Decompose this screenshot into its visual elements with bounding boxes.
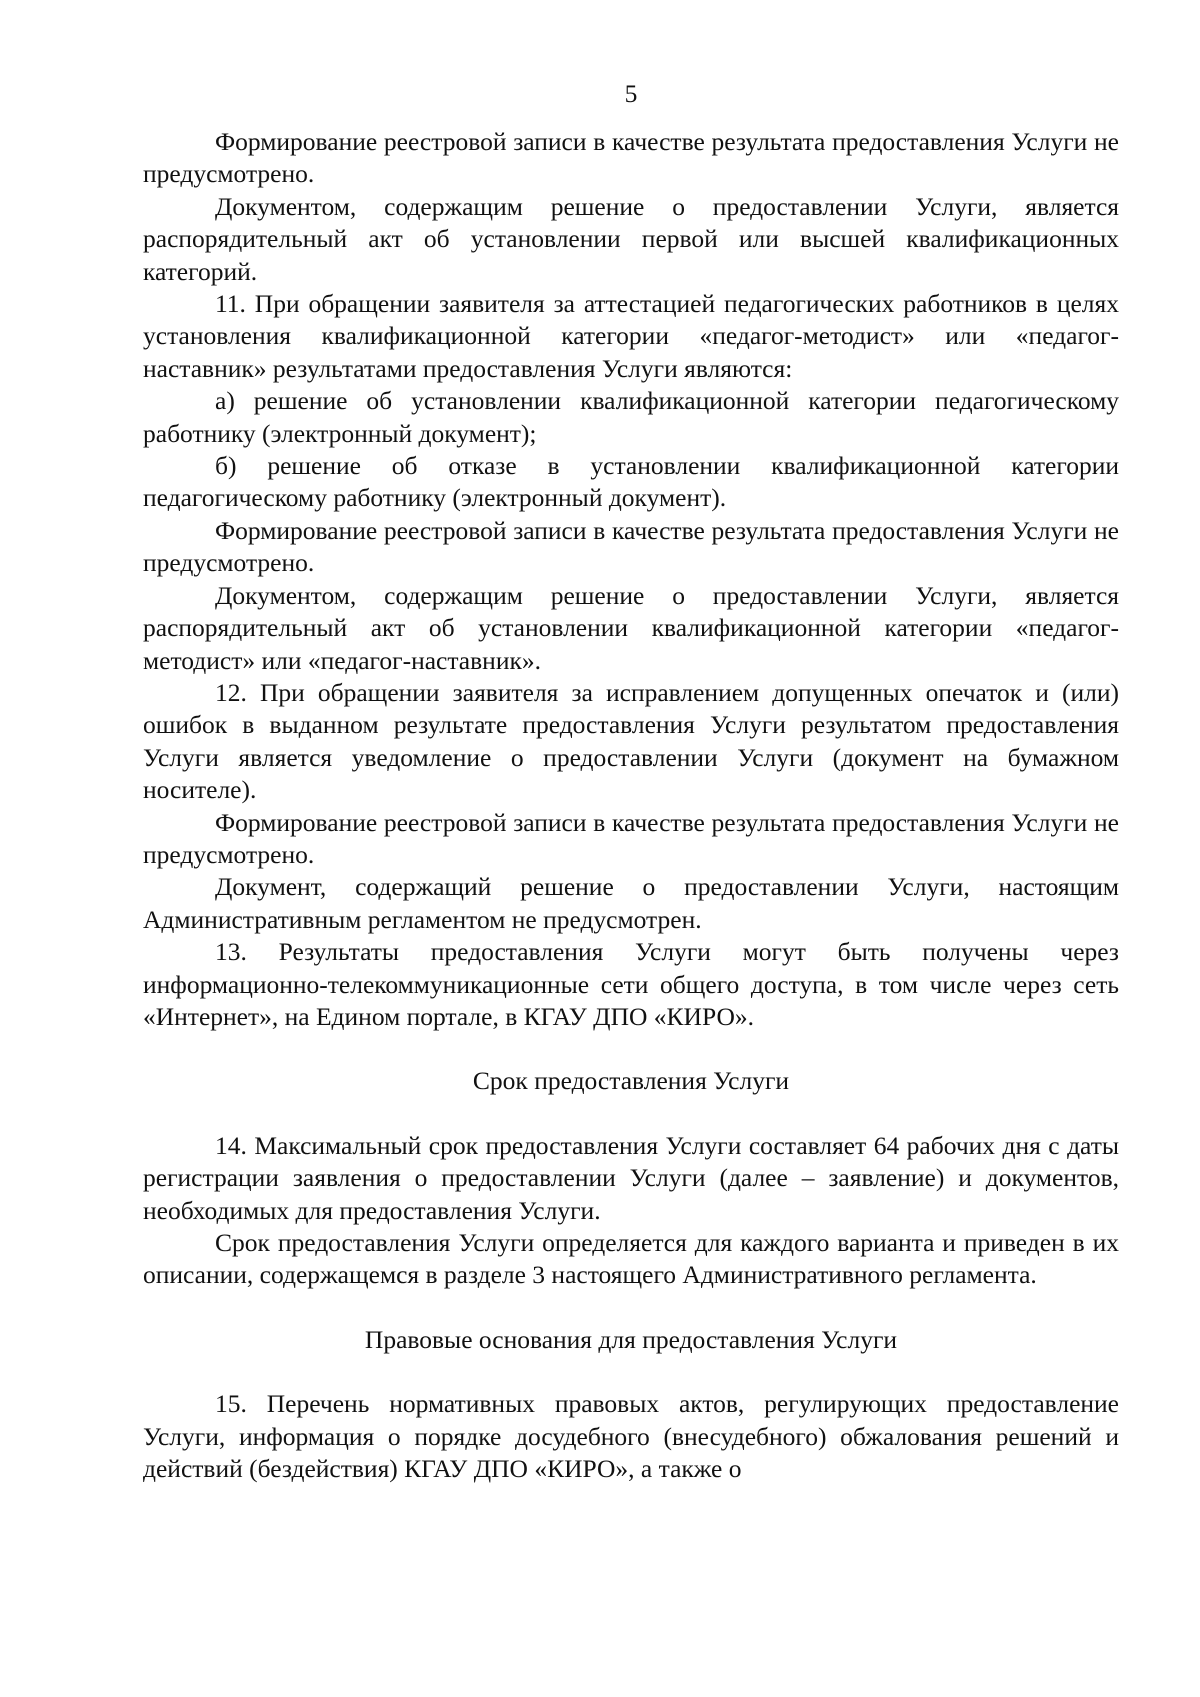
paragraph-item-15: 15. Перечень нормативных правовых актов, регулирующих предоставление Услуги, информация о порядке досудебного (внесудебного) обжалования решений и действий (бездействия) КГАУ ДПО «КИРО», а также о: [143, 1389, 1119, 1484]
paragraph-item-11: 11. При обращении заявителя за аттестацией педагогических работников в целях установления квалификационной категории «педагог-методист» или «педагог-наставник» результатами предоставления Услуги являются:: [143, 289, 1119, 383]
paragraph-subitem-a: а) решение об установлении квалификационной категории педагогическому работнику (электронный документ);: [143, 386, 1119, 448]
page-number: 5: [624, 79, 638, 108]
paragraph-subitem-b: б) решение об отказе в установлении квалификационной категории педагогическому работнику (электронный документ).: [143, 451, 1119, 513]
paragraph-item-13: 13. Результаты предоставления Услуги могут быть получены через информационно-телекоммуникационные сети общего доступа, в том числе через сеть «Интернет», на Едином портале, в КГАУ ДПО «КИРО».: [143, 937, 1119, 1031]
paragraph: Документ, содержащий решение о предоставлении Услуги, настоящим Административным регламентом не предусмотрен.: [143, 872, 1119, 934]
paragraph: Документом, содержащим решение о предоставлении Услуги, является распорядительный акт об установлении квалификационной категории «педагог-методист» или «педагог-наставник».: [143, 580, 1119, 675]
paragraph: Документом, содержащим решение о предоставлении Услуги, является распорядительный акт об установлении первой или высшей квалификационных категорий.: [143, 191, 1119, 286]
paragraph: Срок предоставления Услуги определяется для каждого варианта и приведен в их описании, содержащемся в разделе 3 настоящего Административного регламента.: [143, 1228, 1119, 1290]
paragraph-item-14: 14. Максимальный срок предоставления Услуги составляет 64 рабочих дня с даты регистрации заявления о предоставлении Услуги (далее – заявление) и документов, необходимых для предоставления Услуги.: [143, 1130, 1119, 1225]
paragraph: Формирование реестровой записи в качестве результата предоставления Услуги не предусмотрено.: [143, 127, 1119, 189]
section-heading-term: Срок предоставления Услуги: [472, 1066, 790, 1096]
paragraph: Формирование реестровой записи в качестве результата предоставления Услуги не предусмотрено.: [143, 515, 1119, 578]
paragraph: Формирование реестровой записи в качестве результата предоставления Услуги не предусмотрено.: [143, 807, 1119, 869]
paragraph-item-12: 12. При обращении заявителя за исправлением допущенных опечаток и (или) ошибок в выданном результате предоставления Услуги результатом предоставления Услуги является уведомление о предоставлении Услуги (документ на бумажном носителе).: [143, 677, 1119, 805]
document-body: [143, 126, 1119, 1485]
section-heading-legal: Правовые основания для предоставления Услуги: [364, 1324, 898, 1354]
